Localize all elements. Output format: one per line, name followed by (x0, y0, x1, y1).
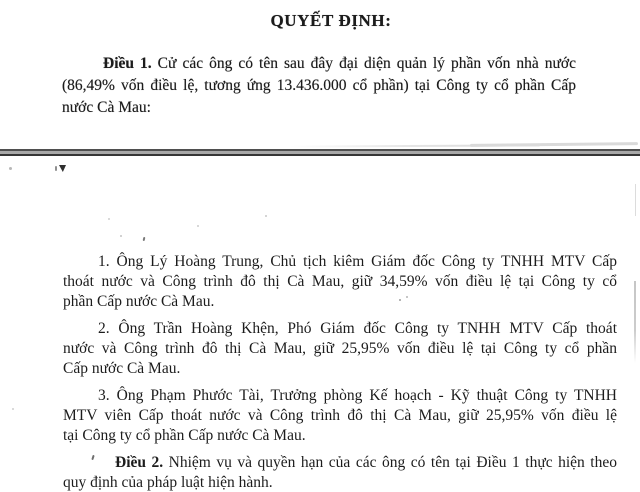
article-2-paragraph (63, 453, 617, 492)
decision-title: QUYẾT ĐỊNH: (270, 11, 392, 30)
article-1-line-1-text: Cử các ông có tên sau đây đại diện quản lý phần vốn nhà nước (151, 55, 577, 72)
list-item-2-line-2: nước và Công trình đô thị Cà Mau, giữ 25,95% vốn điều lệ tại Công ty cổ phần (63, 340, 617, 357)
article-1-line-2: (86,49% vốn điều lệ, tương ứng 13.436.000 cổ phần) tại Công ty cổ phần Cấp (62, 77, 576, 94)
article-1-line-1 (62, 53, 576, 75)
article-1-paragraph (62, 53, 576, 119)
list-item-3-line-1: 3. Ông Phạm Phước Tài, Trưởng phòng Kế hoạch - Kỹ thuật Công ty TNHH (98, 387, 617, 404)
scan-seam-band-artifact (0, 149, 640, 156)
scan-speck (143, 237, 146, 241)
scan-speck (59, 165, 66, 172)
page-edge-line-artifact (634, 281, 636, 363)
list-item-1-line-2: thoát nước và Công trình đô thị Cà Mau, giữ 34,59% vốn điều lệ tại Công ty cổ (63, 273, 617, 290)
scan-speck (197, 225, 199, 227)
article-1-line-3: nước Cà Mau: (62, 99, 151, 116)
document-body (63, 252, 617, 492)
article-2-line-1-text: Nhiệm vụ và quyền hạn của các ông có tên tại Điều 1 thực hiện theo (163, 454, 617, 471)
list-item-2-line-3: Cấp nước Cà Mau. (63, 360, 181, 377)
list-item-2-line-1: 2. Ông Trần Hoàng Khện, Phó Giám đốc Công ty TNHH MTV Cấp thoát (98, 320, 617, 337)
article-2-line-1 (63, 453, 617, 473)
list-item-1 (63, 252, 617, 312)
list-item-3 (63, 386, 617, 446)
scan-speck (12, 408, 14, 410)
scan-speck (265, 215, 267, 217)
article-2-label: Điều 2. (115, 454, 164, 471)
article-1-label: Điều 1. (103, 55, 152, 72)
scan-speck (55, 166, 57, 171)
scan-streak-artifact (470, 142, 638, 147)
list-item-2 (63, 319, 617, 379)
scan-speck (120, 235, 122, 237)
list-item-1-line-3: phần Cấp nước Cà Mau. (63, 293, 215, 310)
list-item-3-line-3: tại Công ty cổ phần Cấp nước Cà Mau. (63, 427, 306, 444)
scan-speck (9, 167, 12, 170)
article-2-line-2: quy định của pháp luật hiện hành. (63, 474, 273, 491)
list-item-3-line-2: MTV viên Cấp thoát nước và Công trình đô thị Cà Mau, giữ 25,95% vốn điều lệ (63, 407, 617, 424)
page-edge-line-artifact (635, 184, 636, 216)
scan-speck (108, 218, 110, 220)
list-item-1-line-1: 1. Ông Lý Hoàng Trung, Chủ tịch kiêm Giám đốc Công ty TNHH MTV Cấp (98, 253, 617, 270)
